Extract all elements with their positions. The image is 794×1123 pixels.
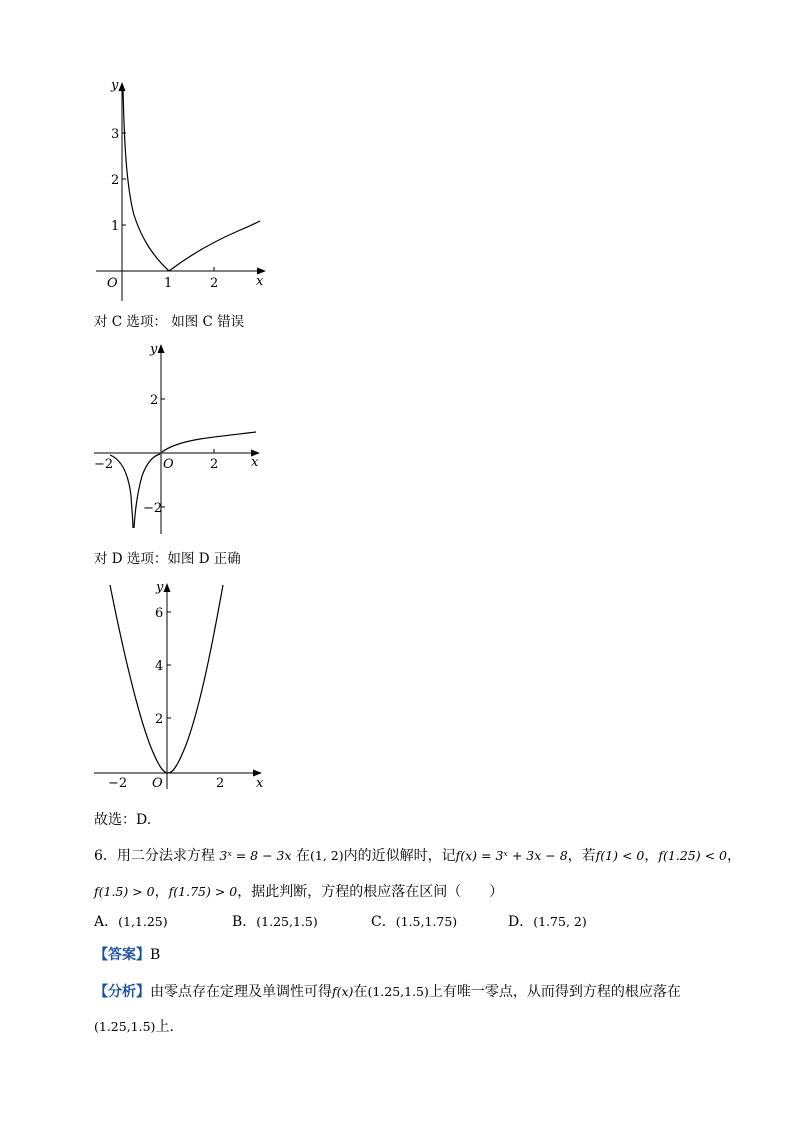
analysis-line-2 [94,1018,174,1036]
graph-c [90,336,280,541]
question-text-b: 在 [296,848,311,864]
option-b[interactable] [232,913,318,931]
graph-b-x-tick-2: 2 [210,276,219,291]
question-text-d: ，若 [567,848,596,864]
analysis-text-a: 由零点存在定理及单调性可得 [150,984,332,1000]
analysis-text-d: 上. [155,1019,174,1035]
condition-4: f(1.75) > 0 [168,884,238,899]
analysis-interval: (1.25,1.5) [367,984,429,999]
option-c[interactable] [371,913,457,931]
option-d[interactable] [508,913,587,931]
separator-2: ， [726,848,741,864]
graph-b-y-arrow [119,82,126,91]
answer-tag: 【答案】 [94,947,150,963]
graph-c-y-tick-neg2: −2 [143,501,163,516]
interval-main: (1, 2) [310,848,344,863]
graph-d [90,575,280,795]
question-line-1 [94,847,741,865]
graph-b-x-label: x [256,274,264,289]
option-a-value: (1,1.25) [118,914,168,929]
option-c-letter: C． [371,914,396,930]
graph-c-x-tick-neg2: −2 [94,457,114,472]
question-number: 6． [94,848,117,864]
graph-b-y-tick-1: 1 [111,219,120,234]
answer-value: B [150,947,161,963]
option-d-value: (1.75, 2) [533,914,587,929]
conclusion-text: 故选：D. [94,812,152,828]
question-text-a: 用二分法求方程 [116,848,215,864]
graph-c-origin-label: O [163,457,174,472]
option-c-value: (1.5,1.75) [395,914,458,929]
graph-d-y-arrow [164,583,171,592]
condition-2: f(1.25) < 0 [658,848,727,863]
graph-d-origin-label: O [152,776,163,791]
condition-3: f(1.5) > 0 [94,884,155,899]
graph-b-y-label: y [111,78,119,93]
analysis-text-b: 在 [353,984,368,1000]
question-line-2 [94,883,503,901]
separator-3: ， [154,884,169,900]
graph-b-origin-label: O [107,276,118,291]
graph-d-y-tick-6: 6 [155,606,164,621]
function-definition: f(x) = 3ˣ + 3x − 8 [455,848,568,863]
graph-d-y-tick-4: 4 [155,659,164,674]
analysis-function: f(x) [332,984,354,999]
question-text-tail: ，据此判断，方程的根应落在区间（ ） [237,884,504,900]
graph-d-y-tick-2: 2 [155,712,164,727]
analysis-line-1 [94,983,681,1001]
question-text-c: 内的近似解时，记 [343,848,456,864]
graph-c-x-label: x [251,455,259,470]
answer-line [94,946,160,964]
separator-1: ， [644,848,659,864]
analysis-tag: 【分析】 [94,984,150,1000]
analysis-interval-2: (1.25,1.5) [94,1019,156,1034]
option-a-letter: A． [94,914,119,930]
graph-b-y-tick-3: 3 [111,127,120,142]
option-d-letter: D． [508,914,534,930]
condition-1: f(1) < 0 [595,848,645,863]
graph-b-x-tick-1: 1 [164,276,173,291]
graph-c-y-label: y [150,342,158,357]
graph-c-curve-left-b [134,454,163,528]
graph-c-y-tick-2: 2 [150,393,159,408]
option-a[interactable] [94,913,168,931]
caption-option-d: 对 D 选项：如图 D 正确 [94,551,241,567]
graph-b-curve-left [123,87,169,271]
caption-option-c: 对 C 选项： 如图 C 错误 [94,314,245,330]
equation-main: 3ˣ = 8 − 3x [219,848,292,863]
graph-b [90,75,280,310]
graph-c-y-arrow [158,344,165,353]
graph-c-curve-left-a [110,455,133,528]
graph-d-x-label: x [256,776,264,791]
option-b-letter: B． [232,914,257,930]
graph-d-x-tick-2: 2 [216,776,225,791]
option-b-value: (1.25,1.5) [256,914,318,929]
graph-d-y-label: y [156,580,164,595]
graph-c-x-tick-2: 2 [210,457,219,472]
graph-b-curve-right [169,221,260,271]
graph-c-curve-right [162,432,256,452]
analysis-text-c: 上有唯一零点，从而得到方程的根应落在 [428,984,681,1000]
graph-b-y-tick-2: 2 [111,173,120,188]
graph-d-x-tick-neg2: −2 [108,776,128,791]
